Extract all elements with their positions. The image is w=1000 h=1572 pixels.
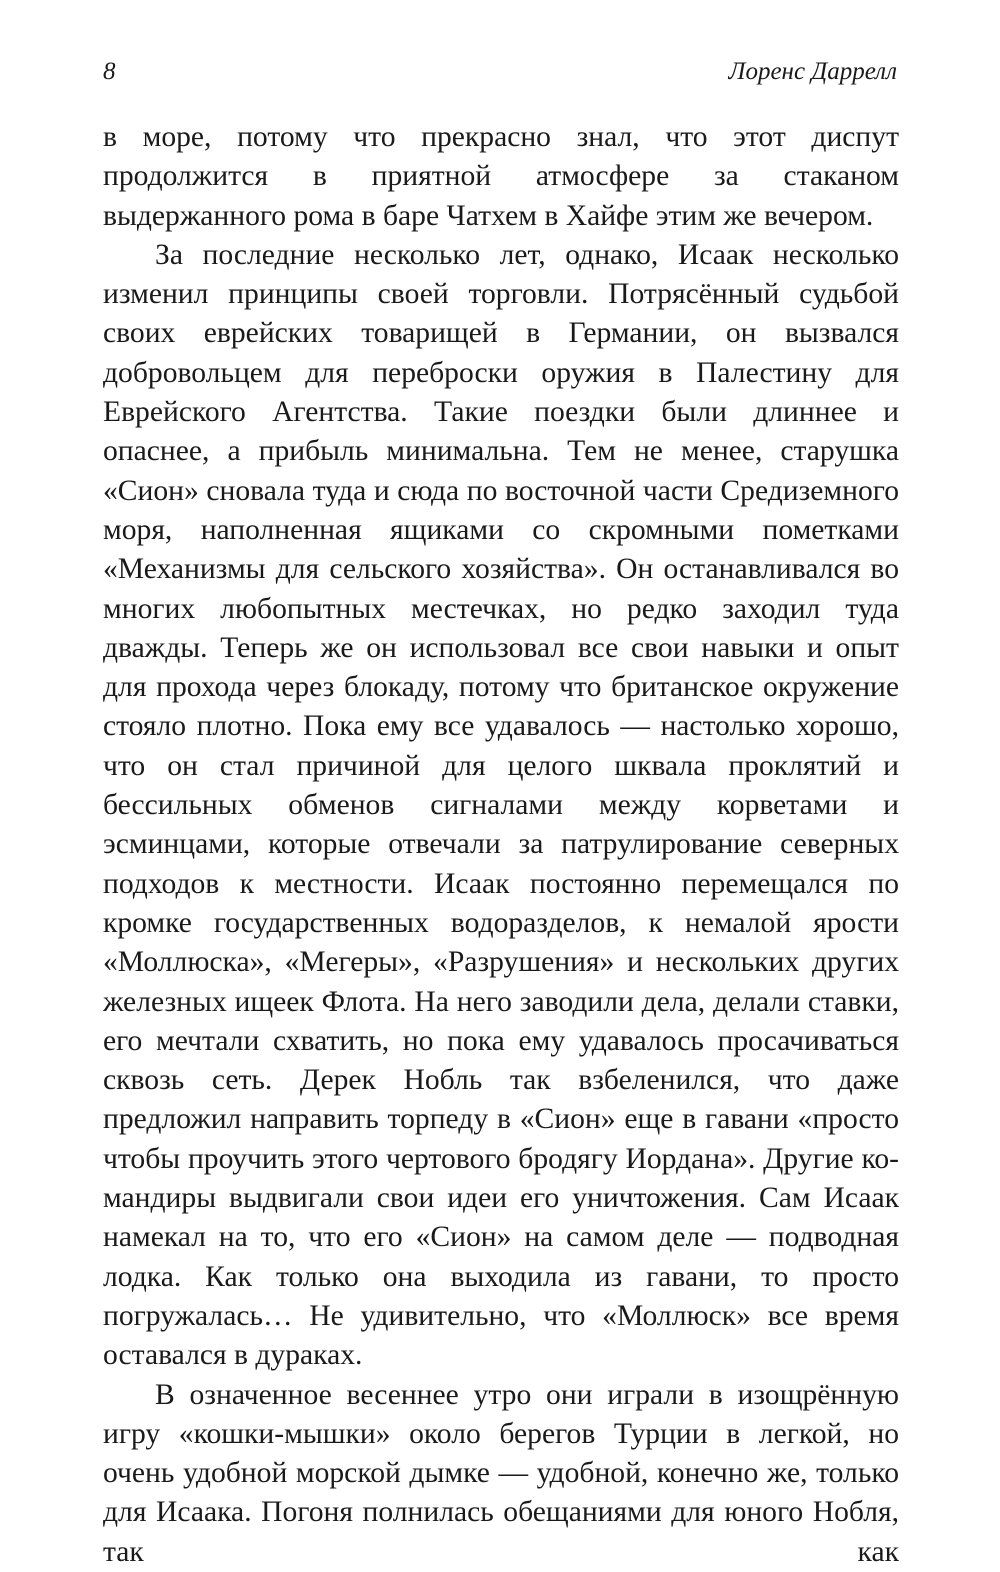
body-text bbox=[103, 118, 899, 1572]
paragraph-1: в море, потому что прекрасно знал, что этот диспут продолжится в приятной атмосфере за стаканом выдержанного рома в баре Чатхем в Хайфе этим же вечером. bbox=[103, 121, 899, 232]
running-author: Лоренс Даррелл bbox=[728, 58, 897, 85]
page-number: 8 bbox=[103, 58, 116, 85]
running-header bbox=[103, 58, 897, 98]
paragraph-2: За последние несколько лет, однако, Исаак несколько изменил принципы своей торговли. Потрясённый судьбой своих еврейских товарищей в Германии, он вызвался добровольцем для переброски оружия в Палестину для Еврейского Агентства. Такие поездки были длиннее и опаснее, а прибыль минимальна. Тем не менее, старушка «Сион» сновала туда и сюда по восточной части Средиземного моря, наполненная ящиками со скромными пометками «Механизмы для сельского хозяйства». Он останавливался во многих любопытных местечках, но редко заходил туда дважды. Теперь же он использовал все свои навыки и опыт для прохода через блокаду, потому что британское окружение стояло плотно. Пока ему все удавалось — настолько хорошо, что он стал причиной для целого шквала проклятий и бессильных обменов сигналами между корветами и эсминцами, которые отвечали за патрулирование северных подходов к местности. Исаак постоянно перемещался по кромке государственных водоразделов, к немалой ярости «Моллюска», «Мегеры», «Разрушения» и нескольких других железных ищеек Флота. На него заводили дела, делали ставки, его мечтали схватить, но пока ему удавалось просачиваться сквозь сеть. Дерек Нобль так взбеленился, что даже предложил направить торпеду в «Сион» еще в гавани «просто чтобы проучить этого чертового бродягу Иордана». Другие командиры выдвигали свои идеи его уничтожения. Сам Исаак намекал на то, что его «Сион» на самом деле — подводная лодка. Как только она выходила из гавани, то просто погружалась… Не удивительно, что «Моллюск» все время оставался в дураках. bbox=[103, 238, 899, 1372]
paragraph-3: В означенное весеннее утро они играли в изощрённую игру «кошки-мышки» около берегов Турции в легкой, но очень удобной морской дымке — удобной, конечно же, только для Исаака. Погоня полнилась обещаниями для юного Нобля, так как bbox=[103, 1378, 899, 1568]
